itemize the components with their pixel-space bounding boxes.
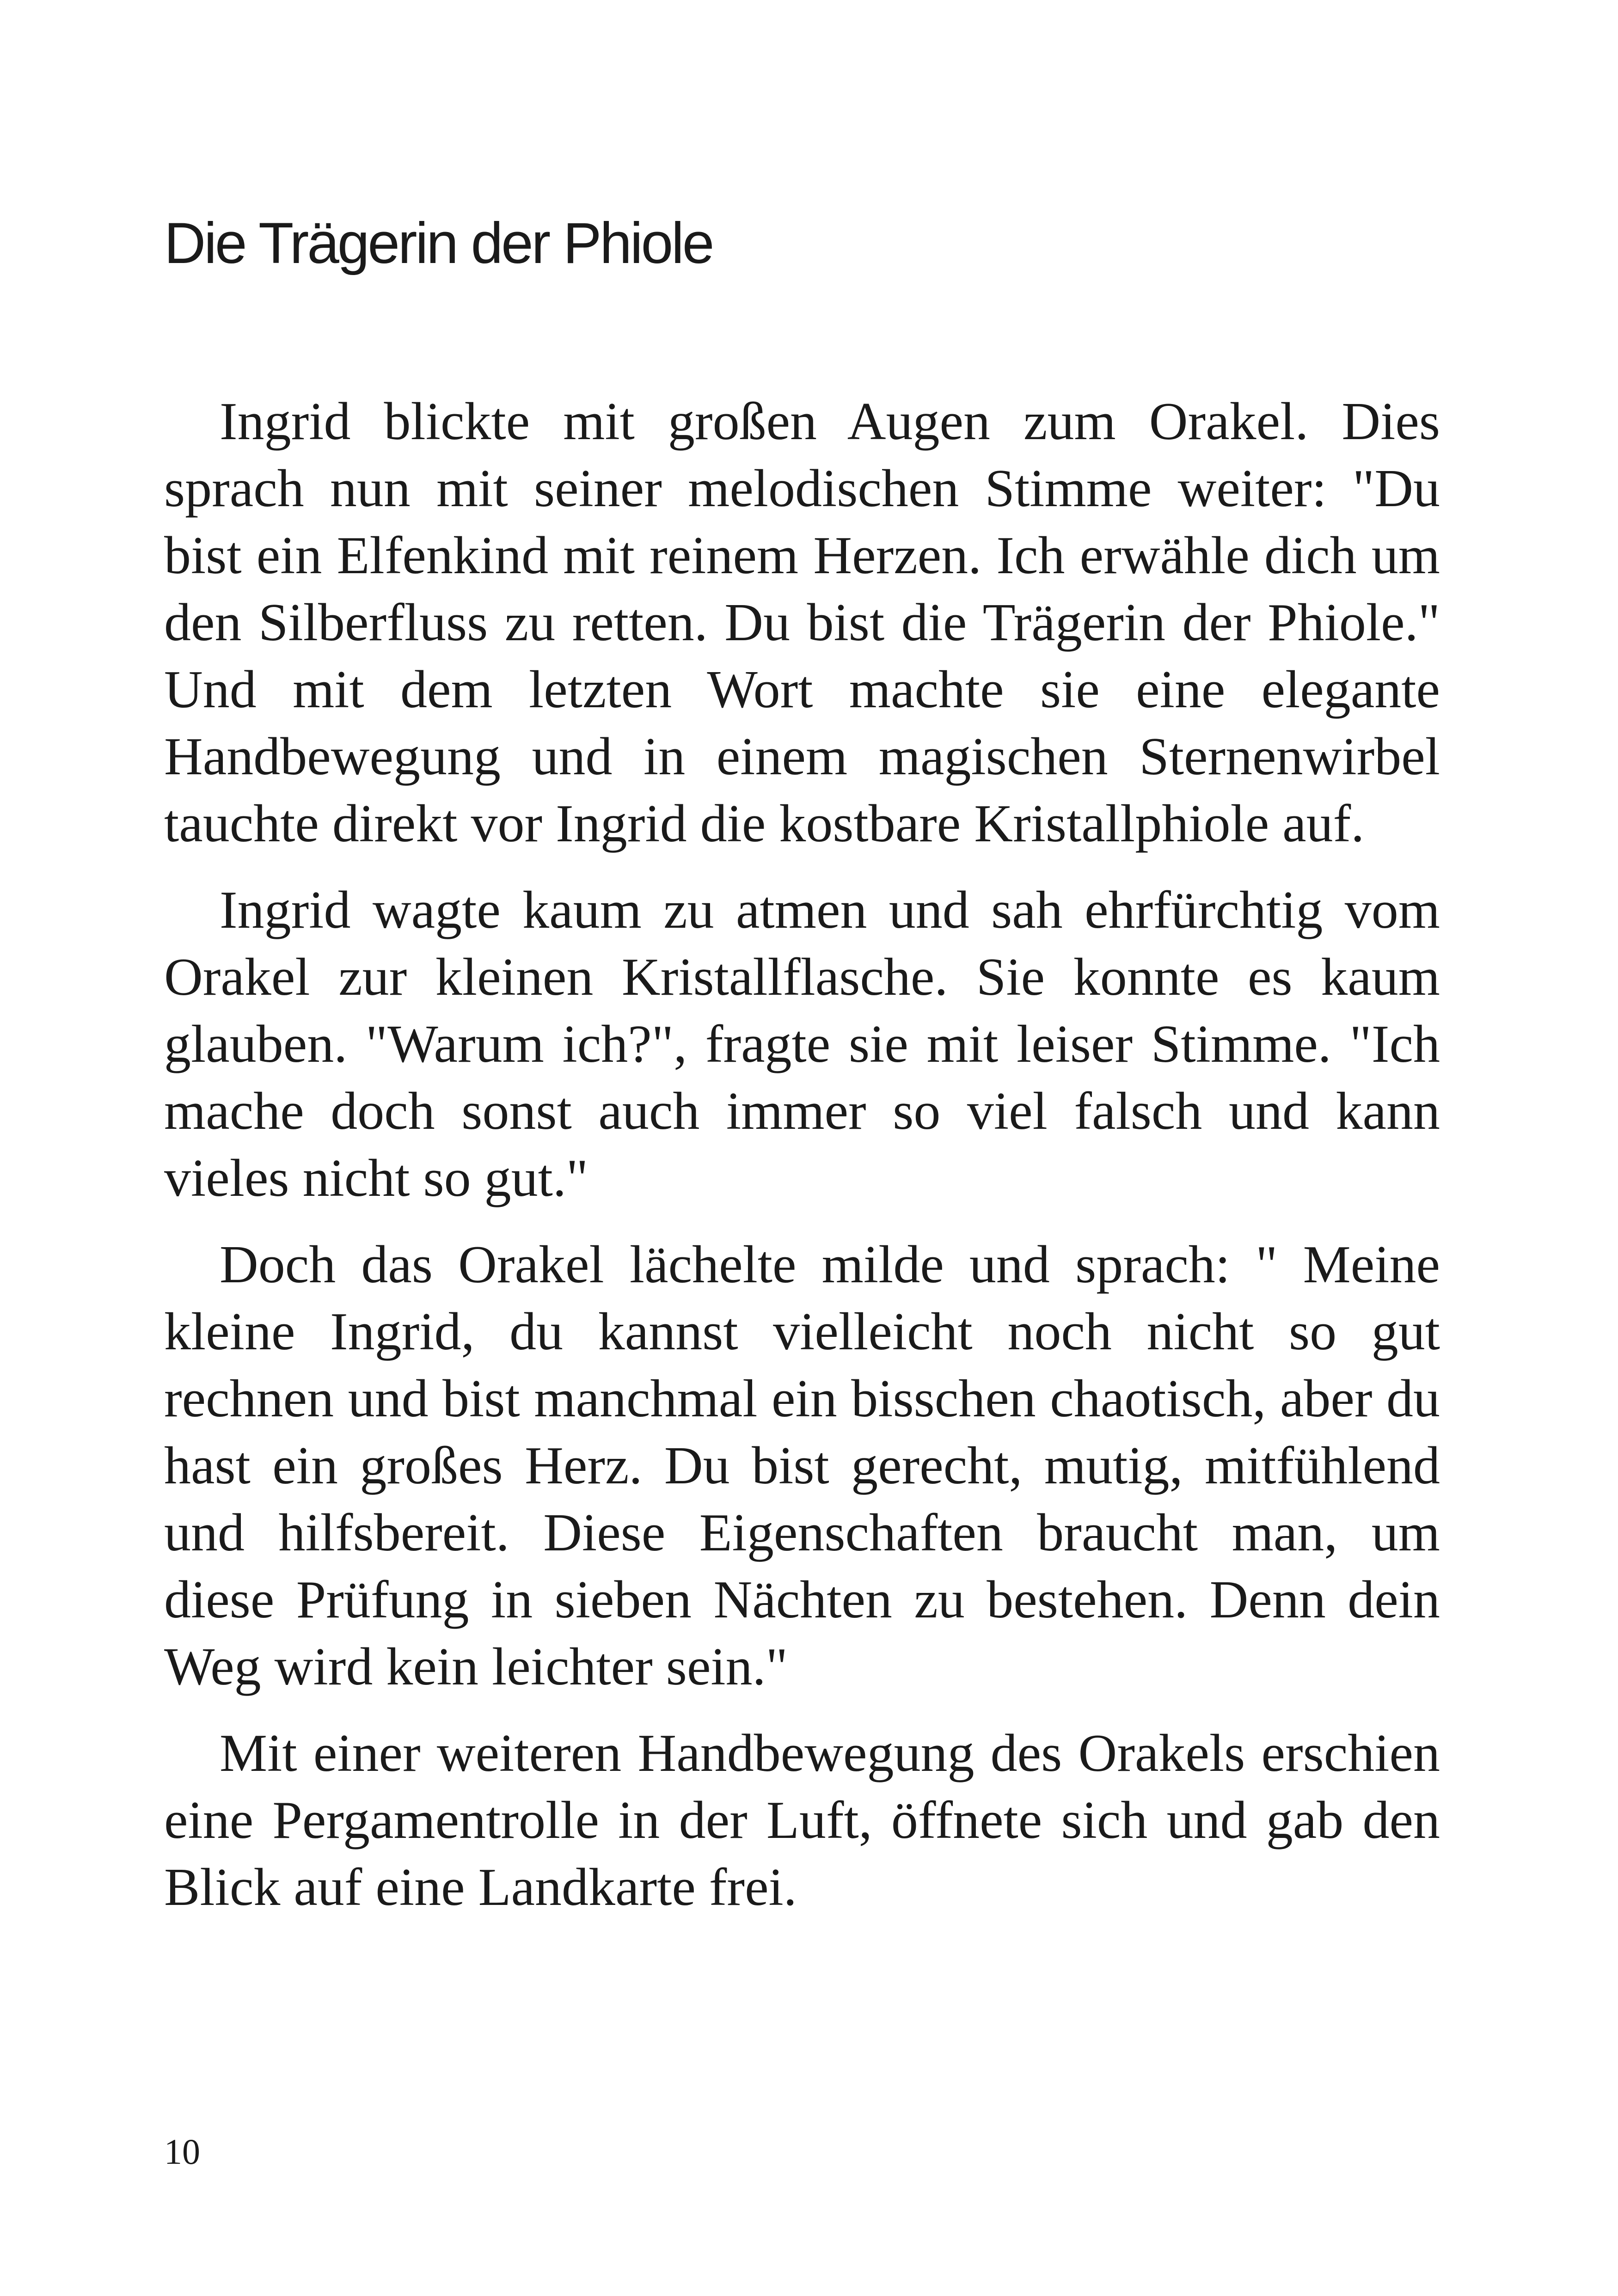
- paragraph: Mit einer weiteren Handbewegung des Orakels erschien eine Pergamentrolle in der Luft, öffnete sich und gab den Blick auf eine Landkarte frei.: [164, 1724, 1440, 1917]
- paragraph: Ingrid blickte mit großen Augen zum Orakel. Dies sprach nun mit seiner melodischen Stimme weiter: "Du bist ein Elfenkind mit reinem Herzen. Ich erwähle dich um den Silberfluss zu retten. Du bist die Trägerin der Phiole." Und mit dem letzten Wort machte sie eine elegante Handbewegung und in einem magischen Sternenwirbel tauchte direkt vor Ingrid die kostbare Kristallphiole auf.: [164, 392, 1440, 853]
- body-text: [164, 388, 1440, 1941]
- paragraph: Ingrid wagte kaum zu atmen und sah ehrfürchtig vom Orakel zur kleinen Kristallflasche. Sie konnte es kaum glauben. "Warum ich?", fragte sie mit leiser Stimme. "Ich mache doch sonst auch immer so viel falsch und kann vieles nicht so gut.": [164, 881, 1440, 1208]
- paragraph: Doch das Orakel lächelte milde und sprach: " Meine kleine Ingrid, du kannst vielleicht noch nicht so gut rechnen und bist manchmal ein bisschen chaotisch, aber du hast ein großes Herz. Du bist gerecht, mutig, mitfühlend und hilfsbereit. Diese Eigenschaften braucht man, um diese Prüfung in sieben Nächten zu bestehen. Denn dein Weg wird kein leichter sein.": [164, 1235, 1440, 1696]
- page-number: 10: [164, 2131, 200, 2172]
- chapter-title: Die Trägerin der Phiole: [164, 211, 713, 276]
